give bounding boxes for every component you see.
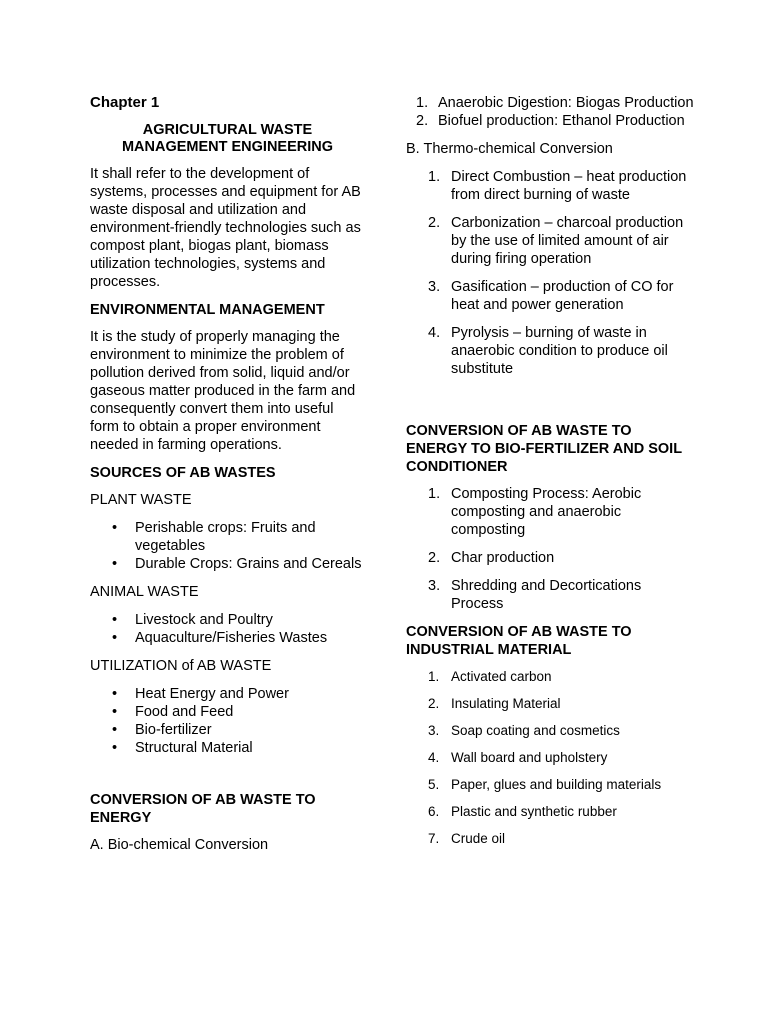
list-item-text: Wall board and upholstery <box>451 750 608 765</box>
list-number: 3. <box>428 723 440 738</box>
utilization-list <box>90 685 365 757</box>
thermo-label: B. Thermo-chemical Conversion <box>406 141 613 157</box>
list-item <box>90 611 365 629</box>
list-item <box>406 549 696 567</box>
list-item-text: Insulating Material <box>451 696 561 711</box>
bullet-icon: • <box>112 686 118 702</box>
list-item-text: Shredding and Decortications Process <box>451 578 642 612</box>
left-column <box>90 94 365 864</box>
animal-waste-label: ANIMAL WASTE <box>90 584 199 600</box>
env-heading: ENVIRONMENTAL MANAGEMENT <box>90 302 325 318</box>
bullet-icon: • <box>112 722 118 738</box>
list-item <box>90 629 365 647</box>
plant-waste-list <box>90 519 365 573</box>
page-title: AGRICULTURAL WASTE MANAGEMENT ENGINEERING <box>121 122 334 155</box>
utilization-label: UTILIZATION of AB WASTE <box>90 658 272 674</box>
list-item <box>406 214 696 268</box>
list-item <box>406 94 696 112</box>
list-number: 2. <box>428 215 441 231</box>
list-number: 2. <box>428 696 440 711</box>
list-number: 7. <box>428 831 440 846</box>
list-item <box>406 668 696 686</box>
bullet-icon: • <box>112 740 118 756</box>
bullet-icon: • <box>112 704 118 720</box>
list-item-text: Composting Process: Aerobic composting and anaerobic composting <box>451 486 642 538</box>
list-number: 1. <box>428 486 441 502</box>
list-item-text: Direct Combustion – heat production from direct burning of waste <box>451 169 687 203</box>
bullet-icon: • <box>112 612 118 628</box>
list-item-text: Livestock and Poultry <box>135 612 273 628</box>
list-item-text: Bio-fertilizer <box>135 722 212 738</box>
list-item <box>406 830 696 848</box>
energy-heading: CONVERSION OF AB WASTE TO ENERGY <box>90 792 316 826</box>
bullet-icon: • <box>112 556 118 572</box>
list-number: 3. <box>428 578 441 594</box>
list-item <box>406 485 696 539</box>
list-number: 4. <box>428 325 441 341</box>
list-number: 5. <box>428 777 440 792</box>
list-number: 2. <box>428 550 441 566</box>
list-item <box>90 685 365 703</box>
list-number: 6. <box>428 804 440 819</box>
list-item-text: Carbonization – charcoal production by the use of limited amount of air during firing operation <box>451 215 684 267</box>
list-number: 1. <box>428 669 440 684</box>
list-item <box>90 739 365 757</box>
list-item <box>406 112 696 130</box>
list-item-text: Soap coating and cosmetics <box>451 723 620 738</box>
animal-waste-list <box>90 611 365 647</box>
bullet-icon: • <box>112 630 118 646</box>
list-item-text: Gasification – production of CO for heat and power generation <box>451 279 674 313</box>
fertilizer-list <box>406 485 696 613</box>
list-item-text: Anaerobic Digestion: Biogas Production <box>438 95 694 111</box>
list-number: 1. <box>416 95 429 111</box>
industrial-list <box>406 668 696 848</box>
chapter-label: Chapter 1 <box>90 94 160 111</box>
list-item-text: Perishable crops: Fruits and vegetables <box>135 520 316 554</box>
list-item-text: Crude oil <box>451 831 506 846</box>
list-item-text: Aquaculture/Fisheries Wastes <box>135 630 328 646</box>
list-number: 1. <box>428 169 441 185</box>
list-item <box>406 577 696 613</box>
intro-paragraph: It shall refer to the development of systems, processes and equipment for AB waste disposal and utilization and environment-friendly technologies such as compost plant, biogas plant, biomass utilization technologies, systems and processes. <box>90 166 361 290</box>
industrial-heading: CONVERSION OF AB WASTE TO INDUSTRIAL MATERIAL <box>406 624 632 658</box>
bullet-icon: • <box>112 520 118 536</box>
list-item <box>406 278 696 314</box>
thermo-list <box>406 168 696 378</box>
list-item-text: Plastic and synthetic rubber <box>451 804 617 819</box>
list-item-text: Food and Feed <box>135 704 234 720</box>
list-number: 4. <box>428 750 440 765</box>
fertilizer-heading: CONVERSION OF AB WASTE TO ENERGY TO BIO-FERTILIZER AND SOIL CONDITIONER <box>406 423 682 475</box>
biochem-list <box>406 94 696 130</box>
list-item-text: Char production <box>451 550 555 566</box>
list-item-text: Pyrolysis – burning of waste in anaerobic condition to produce oil substitute <box>451 325 668 377</box>
biochem-label: A. Bio-chemical Conversion <box>90 837 269 853</box>
env-paragraph: It is the study of properly managing the environment to minimize the problem of pollution derived from solid, liquid and/or gaseous matter produced in the farm and consequently convert them into useful form to obtain a proper environment needed in farming operations. <box>90 329 356 453</box>
list-item <box>406 803 696 821</box>
list-item <box>406 168 696 204</box>
plant-waste-label: PLANT WASTE <box>90 492 192 508</box>
list-item <box>406 749 696 767</box>
list-item-text: Activated carbon <box>451 669 552 684</box>
sources-heading: SOURCES OF AB WASTES <box>90 465 276 481</box>
list-item <box>90 703 365 721</box>
list-number: 2. <box>416 113 429 129</box>
list-item-text: Heat Energy and Power <box>135 686 289 702</box>
list-item <box>406 324 696 378</box>
list-item-text: Biofuel production: Ethanol Production <box>438 113 685 129</box>
list-item <box>406 722 696 740</box>
list-item <box>90 519 365 555</box>
list-item <box>406 695 696 713</box>
list-number: 3. <box>428 279 441 295</box>
list-item <box>90 555 365 573</box>
list-item-text: Structural Material <box>135 740 253 756</box>
right-column <box>406 94 696 858</box>
list-item-text: Durable Crops: Grains and Cereals <box>135 556 362 572</box>
list-item <box>406 776 696 794</box>
list-item <box>90 721 365 739</box>
list-item-text: Paper, glues and building materials <box>451 777 662 792</box>
